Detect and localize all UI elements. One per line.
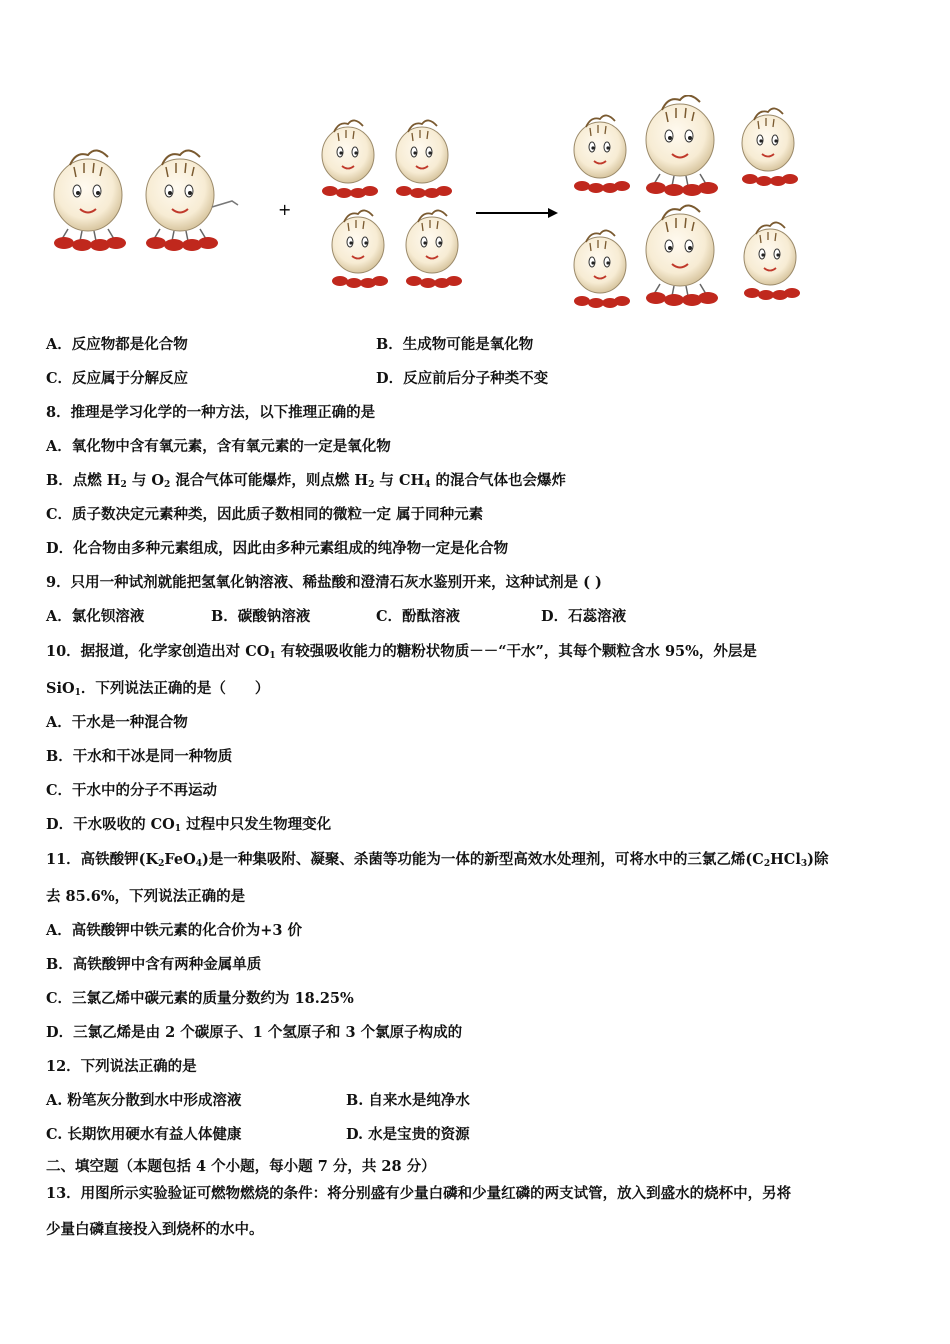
q11-stem-line2: 去 85.6%，下列说法正确的是 bbox=[46, 888, 246, 905]
q7-option-c: C．反应属于分解反应 bbox=[46, 370, 189, 387]
reactant-molecules-small bbox=[322, 120, 462, 288]
q11-option-b: B．高铁酸钾中含有两种金属单质 bbox=[46, 956, 262, 973]
q9-option-d: D．石蕊溶液 bbox=[541, 608, 627, 625]
reaction-arrow bbox=[476, 208, 558, 218]
q13-line2: 少量白磷直接投入到烧杯的水中。 bbox=[46, 1221, 264, 1238]
q9-stem: 9．只用一种试剂就能把氢氧化钠溶液、稀盐酸和澄清石灰水鉴别开来，这种试剂是 ( ) bbox=[46, 574, 602, 591]
q8-option-d: D．化合物由多种元素组成，因此由多种元素组成的纯净物一定是化合物 bbox=[46, 540, 509, 557]
q12-option-b: B. 自来水是纯净水 bbox=[346, 1092, 470, 1109]
q10-option-c: C．干水中的分子不再运动 bbox=[46, 782, 218, 799]
q8-option-a: A．氧化物中含有氧元素，含有氧元素的一定是氧化物 bbox=[46, 438, 391, 455]
q13-line1: 13．用图所示实验验证可燃物燃烧的条件：将分别盛有少量白磷和少量红磷的两支试管，放入到盛水的烧杯中，另将 bbox=[46, 1185, 792, 1202]
section2-title: 二、填空题（本题包括 4 个小题，每小题 7 分，共 28 分） bbox=[46, 1158, 436, 1175]
q7-option-b: B．生成物可能是氧化物 bbox=[376, 336, 534, 353]
q12-option-a: A. 粉笔灰分散到水中形成溶液 bbox=[46, 1092, 242, 1109]
q12-option-d: D. 水是宝贵的资源 bbox=[346, 1126, 470, 1143]
product-molecules bbox=[574, 95, 800, 308]
q9-option-a: A．氯化钡溶液 bbox=[46, 608, 145, 625]
q10-option-a: A．干水是一种混合物 bbox=[46, 714, 188, 731]
q12-option-c: C. 长期饮用硬水有益人体健康 bbox=[46, 1126, 242, 1143]
plus-sign: + bbox=[278, 200, 292, 219]
q11-option-c: C．三氯乙烯中碳元素的质量分数约为 18.25% bbox=[46, 990, 354, 1007]
q11-option-d: D．三氯乙烯是由 2 个碳原子、1 个氢原子和 3 个氯原子构成的 bbox=[46, 1024, 463, 1041]
q8-option-c: C．质子数决定元素种类，因此质子数相同的微粒一定 属于同种元素 bbox=[46, 506, 484, 523]
q10-option-d: D．干水吸收的 $CO_1$ 过程中只发生物理变化 bbox=[46, 816, 332, 834]
q7-option-d: D．反应前后分子种类不变 bbox=[376, 370, 549, 387]
q7-option-a: A．反应物都是化合物 bbox=[46, 336, 188, 353]
reactant-molecule-big bbox=[54, 150, 238, 251]
reaction-model-figure bbox=[40, 95, 840, 310]
q9-option-b: B．碳酸钠溶液 bbox=[211, 608, 311, 625]
q11-option-a: A．高铁酸钾中铁元素的化合价为+3 价 bbox=[46, 922, 303, 939]
q12-stem: 12．下列说法正确的是 bbox=[46, 1058, 197, 1075]
q11-stem-line1: 11．高铁酸钾$(K_2FeO_4)$是一种集吸附、凝聚、杀菌等功能为一体的新型高效水处理剂，可将水中的三氯乙烯$(C_2HCl_3)$除 bbox=[46, 851, 829, 869]
q9-option-c: C．酚酞溶液 bbox=[376, 608, 461, 625]
q10-stem-line2: SiO$_1$．下列说法正确的是（ ） bbox=[46, 680, 270, 698]
q10-option-b: B．干水和干冰是同一种物质 bbox=[46, 748, 233, 765]
q8-stem: 8．推理是学习化学的一种方法，以下推理正确的是 bbox=[46, 404, 376, 421]
q8-option-b: B．点燃 $H_2$ 与 $O_2$ 混合气体可能爆炸，则点燃 $H_2$ 与 $CH_4$ 的混合气体也会爆炸 bbox=[46, 472, 567, 490]
q10-stem-line1: 10．据报道，化学家创造出对 $CO_1$ 有较强吸收能力的糖粉状物质－－“干水”，其每个颗粒含水 95%，外层是 bbox=[46, 643, 757, 661]
